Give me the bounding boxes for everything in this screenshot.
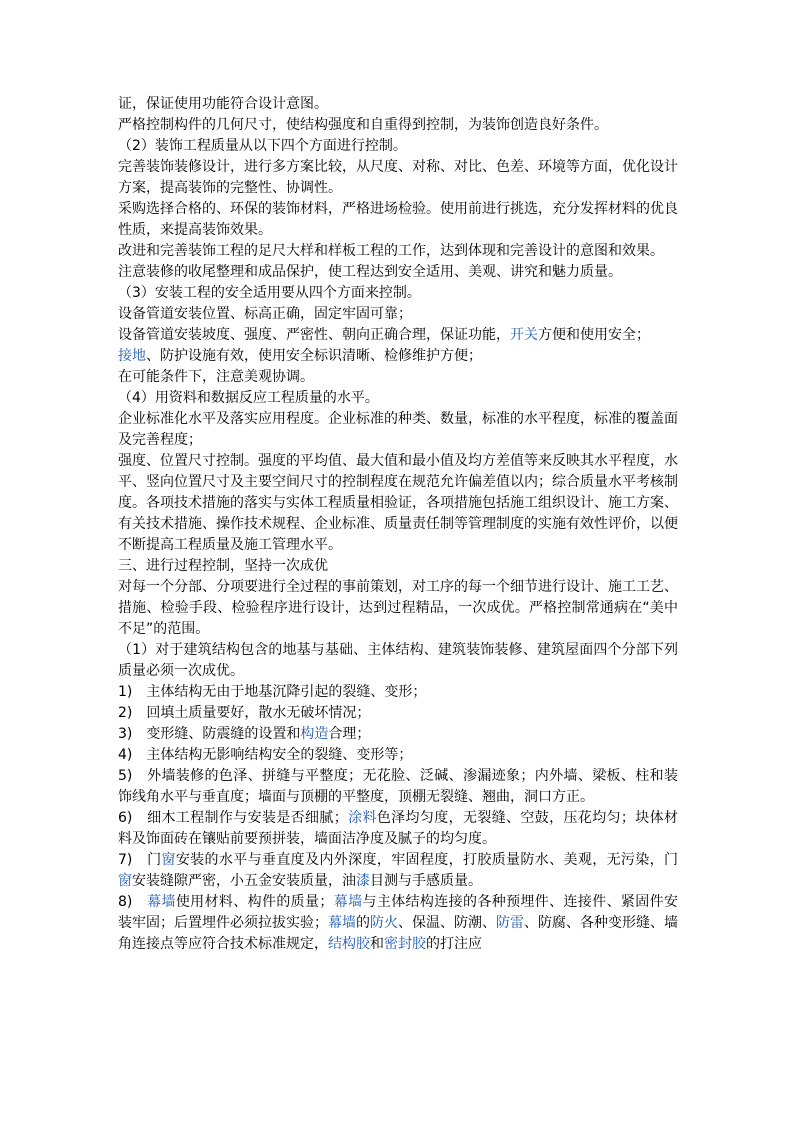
document-body <box>118 94 678 955</box>
paragraph-text: 6) 细木工程制作与安装是否细腻； <box>118 810 348 826</box>
paragraph <box>118 556 678 577</box>
paragraph-text: 7) 门 <box>118 852 162 868</box>
paragraph <box>118 325 678 346</box>
term-link[interactable]: 防火 <box>370 915 398 931</box>
paragraph-text: 2) 回填土质量要好，散水无破坏情况； <box>118 705 371 721</box>
paragraph-text: 色泽均匀度，无裂缝、空鼓，压花均匀；块体材料及饰面砖在镶贴前要预拼装，墙面洁净度及腻子的均匀度。 <box>118 810 678 847</box>
paragraph-text: 使用材料、构件的质量； <box>175 894 334 910</box>
paragraph <box>118 262 678 283</box>
term-link[interactable]: 幕墙 <box>328 915 356 931</box>
paragraph-text: （2）装饰工程质量从以下四个方面进行控制。 <box>118 138 407 154</box>
paragraph-text: 8) <box>118 894 148 910</box>
paragraph-text: 目测与手感质量。 <box>370 873 482 889</box>
paragraph-text: 3) 变形缝、防震缝的设置和 <box>118 726 301 742</box>
paragraph <box>118 304 678 325</box>
term-link[interactable]: 涂料 <box>347 810 377 826</box>
paragraph-text: 方便和使用安全； <box>538 327 650 343</box>
paragraph <box>118 766 678 808</box>
paragraph <box>118 745 678 766</box>
term-link[interactable]: 幕墙 <box>147 894 176 910</box>
paragraph-text: 设备管道安装坡度、强度、严密性、朝向正确合理，保证功能， <box>118 327 510 343</box>
paragraph-text: 、保温、防潮、 <box>398 915 496 931</box>
paragraph <box>118 367 678 388</box>
paragraph <box>118 157 678 199</box>
paragraph <box>118 703 678 724</box>
paragraph-text: 5) 外墙装修的色泽、拼缝与平整度；无花脸、泛碱、渗漏迹象；内外墙、梁板、柱和装饰线角水平与垂直度；墙面与顶棚的平整度，顶棚无裂缝、翘曲，洞口方正。 <box>118 768 678 805</box>
term-link[interactable]: 窗 <box>161 852 176 868</box>
term-link[interactable]: 开关 <box>510 327 538 343</box>
paragraph <box>118 388 678 409</box>
paragraph <box>118 199 678 241</box>
paragraph-text: 证，保证使用功能符合设计意图。 <box>118 96 328 112</box>
paragraph-text: 企业标准化水平及落实应用程度。企业标准的种类、数量，标准的水平程度，标准的覆盖面及完善程度； <box>118 411 678 448</box>
term-link[interactable]: 防雷 <box>496 915 524 931</box>
paragraph-text: （3）安装工程的安全适用要从四个方面来控制。 <box>118 285 421 301</box>
paragraph <box>118 451 678 556</box>
term-link[interactable]: 幕墙 <box>333 894 363 910</box>
paragraph <box>118 409 678 451</box>
paragraph <box>118 241 678 262</box>
term-link[interactable]: 构造 <box>300 726 329 742</box>
paragraph-text: 改进和完善装饰工程的足尺大样和样板工程的工作，达到体现和完善设计的意图和效果。 <box>118 243 664 259</box>
paragraph-text: 和 <box>370 936 384 952</box>
paragraph-text: （4）用资料和数据反应工程质量的水平。 <box>118 390 379 406</box>
paragraph <box>118 892 678 955</box>
paragraph <box>118 850 678 892</box>
paragraph-text: 的 <box>356 915 370 931</box>
paragraph <box>118 283 678 304</box>
paragraph-text: 在可能条件下，注意美观协调。 <box>118 369 314 385</box>
paragraph-text: 注意装修的收尾整理和成品保护，使工程达到安全适用、美观、讲究和魅力质量。 <box>118 264 622 280</box>
paragraph-text: 安装缝隙严密，小五金安装质量，油 <box>132 873 356 889</box>
paragraph-text: 合理； <box>328 726 371 742</box>
paragraph <box>118 724 678 745</box>
paragraph-text: 对每一个分部、分项要进行全过程的事前策划，对工序的每一个细节进行设计、施工工艺、措施、检验手段、检验程序进行设计，达到过程精品，一次成优。严格控制常通病在“美中不足”的范围。 <box>118 579 678 637</box>
paragraph <box>118 808 678 850</box>
paragraph-text: 严格控制构件的几何尺寸，使结构强度和自重得到控制，为装饰创造良好条件。 <box>118 117 608 133</box>
paragraph <box>118 682 678 703</box>
paragraph <box>118 115 678 136</box>
paragraph-text: 与主体结构连接的各种预埋件、连接件、紧固件安装牢固；后置埋件必须拉拔实验； <box>118 894 679 931</box>
paragraph-text: 、防腐、各种变形缝、墙角连接点等应符合技术标准规定， <box>118 915 678 952</box>
paragraph-text: 、防护设施有效，使用安全标识清晰、检修维护方便； <box>146 348 482 364</box>
paragraph-text: 1) 主体结构无由于地基沉降引起的裂缝、变形； <box>118 684 427 700</box>
paragraph <box>118 94 678 115</box>
term-link[interactable]: 结构胶 <box>328 936 370 952</box>
paragraph-text: 的打注应 <box>426 936 482 952</box>
term-link[interactable]: 窗 <box>118 873 132 889</box>
term-link[interactable]: 接地 <box>118 348 146 364</box>
paragraph <box>118 346 678 367</box>
paragraph-text: 三、进行过程控制，坚持一次成优 <box>118 558 328 574</box>
paragraph-text: 安装的水平与垂直度及内外深度，牢固程度，打胶质量防水、美观，无污染，门 <box>175 852 679 868</box>
paragraph-text: 采购选择合格的、环保的装饰材料，严格进场检验。使用前进行挑选，充分发挥材料的优良性质，来提高装饰效果。 <box>118 201 678 238</box>
paragraph <box>118 640 678 682</box>
paragraph <box>118 136 678 157</box>
paragraph-text: 4) 主体结构无影响结构安全的裂缝、变形等； <box>118 747 413 763</box>
paragraph-text: 完善装饰装修设计，进行多方案比较，从尺度、对称、对比、色差、环境等方面，优化设计方案，提高装饰的完整性、协调性。 <box>118 159 678 196</box>
paragraph-text: 设备管道安装位置、标高正确，固定牢固可靠； <box>118 306 412 322</box>
paragraph-text: 强度、位置尺寸控制。强度的平均值、最大值和最小值及均方差值等来反映其水平程度，水平、竖向位置尺寸及主要空间尺寸的控制程度在规范允许偏差值以内；综合质量水平考核制度。各项技术措施的落实与实体工程质量相验证，各项措施包括施工组织设计、施工方案、有关技术措施、操作技术规程、企业标准、质量责任制等管理制度的实施有效性评价，以便不断提高工程质量及施工管理水平。 <box>118 453 678 553</box>
term-link[interactable]: 密封胶 <box>384 936 426 952</box>
paragraph <box>118 577 678 640</box>
paragraph-text: （1）对于建筑结构包含的地基与基础、主体结构、建筑装饰装修、建筑屋面四个分部下列质量必须一次成优。 <box>118 642 678 679</box>
term-link[interactable]: 漆 <box>356 873 370 889</box>
